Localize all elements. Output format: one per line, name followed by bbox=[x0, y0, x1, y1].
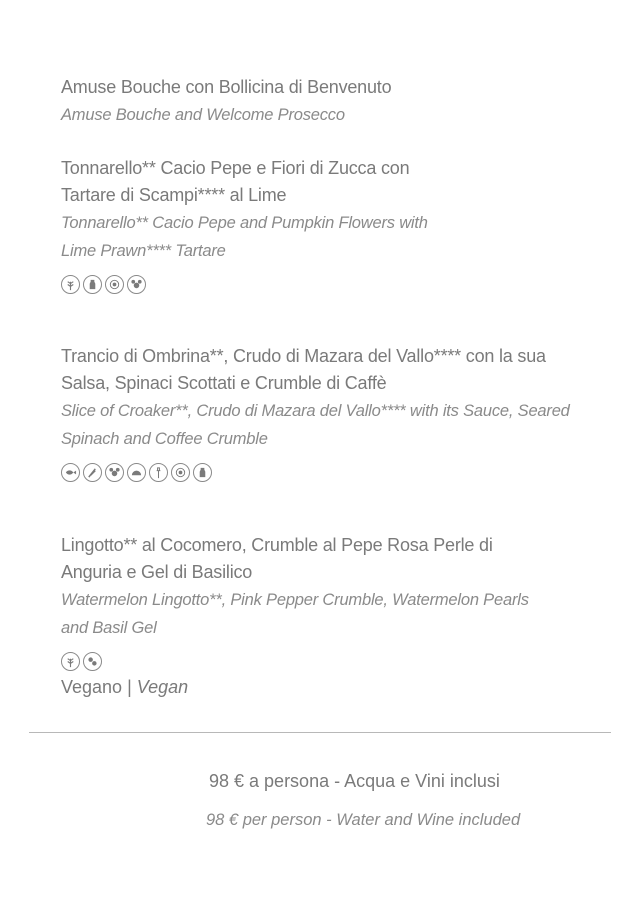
course-title-en-line2: Lime Prawn**** Tartare bbox=[61, 242, 226, 260]
allergen-icons bbox=[61, 463, 601, 482]
celery-icon bbox=[83, 463, 102, 482]
vegan-note-en: Vegan bbox=[136, 677, 189, 697]
course-title-en-line2: and Basil Gel bbox=[61, 619, 157, 637]
course-title-en-line1: Slice of Croaker**, Crudo di Mazara del Vallo**** with its Sauce, Seared bbox=[61, 402, 570, 420]
course-title-en-line1: Watermelon Lingotto**, Pink Pepper Crumble, Watermelon Pearls bbox=[61, 591, 529, 609]
course-title-en-line1: Tonnarello** Cacio Pepe and Pumpkin Flowers with bbox=[61, 214, 428, 232]
course-title-it-line1: Tonnarello** Cacio Pepe e Fiori di Zucca con bbox=[61, 158, 410, 178]
gluten-icon bbox=[61, 652, 80, 671]
course-amuse-bouche bbox=[61, 74, 601, 129]
price-english: 98 € per person - Water and Wine included bbox=[206, 811, 521, 829]
allergen-icons bbox=[61, 275, 601, 294]
course-title-it-line1: Lingotto** al Cocomero, Crumble al Pepe Rosa Perle di bbox=[61, 535, 493, 555]
course-title-it: Amuse Bouche con Bollicina di Benvenuto bbox=[61, 77, 392, 97]
mustard-icon bbox=[149, 463, 168, 482]
egg-icon bbox=[171, 463, 190, 482]
vegan-note bbox=[61, 674, 601, 700]
vegan-note-it: Vegano | bbox=[61, 677, 137, 697]
allergen-icons bbox=[61, 652, 601, 671]
dairy-icon bbox=[193, 463, 212, 482]
crustacean-icon bbox=[105, 463, 124, 482]
course-ombrina bbox=[61, 343, 601, 482]
dairy-icon bbox=[83, 275, 102, 294]
course-title-en: Amuse Bouche and Welcome Prosecco bbox=[61, 106, 345, 124]
course-title-it-line2: Anguria e Gel di Basilico bbox=[61, 562, 253, 582]
course-title-it-line2: Salsa, Spinaci Scottati e Crumble di Caffè bbox=[61, 373, 387, 393]
gluten-icon bbox=[61, 275, 80, 294]
soy-icon bbox=[83, 652, 102, 671]
course-tonnarello bbox=[61, 155, 601, 294]
fish-icon bbox=[61, 463, 80, 482]
price-italian: 98 € a persona - Acqua e Vini inclusi bbox=[209, 771, 500, 791]
divider bbox=[29, 732, 611, 733]
course-title-it-line1: Trancio di Ombrina**, Crudo di Mazara del Vallo**** con la sua bbox=[61, 346, 546, 366]
course-title-it-line2: Tartare di Scampi**** al Lime bbox=[61, 185, 287, 205]
crustacean-icon bbox=[127, 275, 146, 294]
mollusc-icon bbox=[127, 463, 146, 482]
course-title-en-line2: Spinach and Coffee Crumble bbox=[61, 430, 268, 448]
egg-icon bbox=[105, 275, 124, 294]
course-lingotto bbox=[61, 532, 601, 700]
